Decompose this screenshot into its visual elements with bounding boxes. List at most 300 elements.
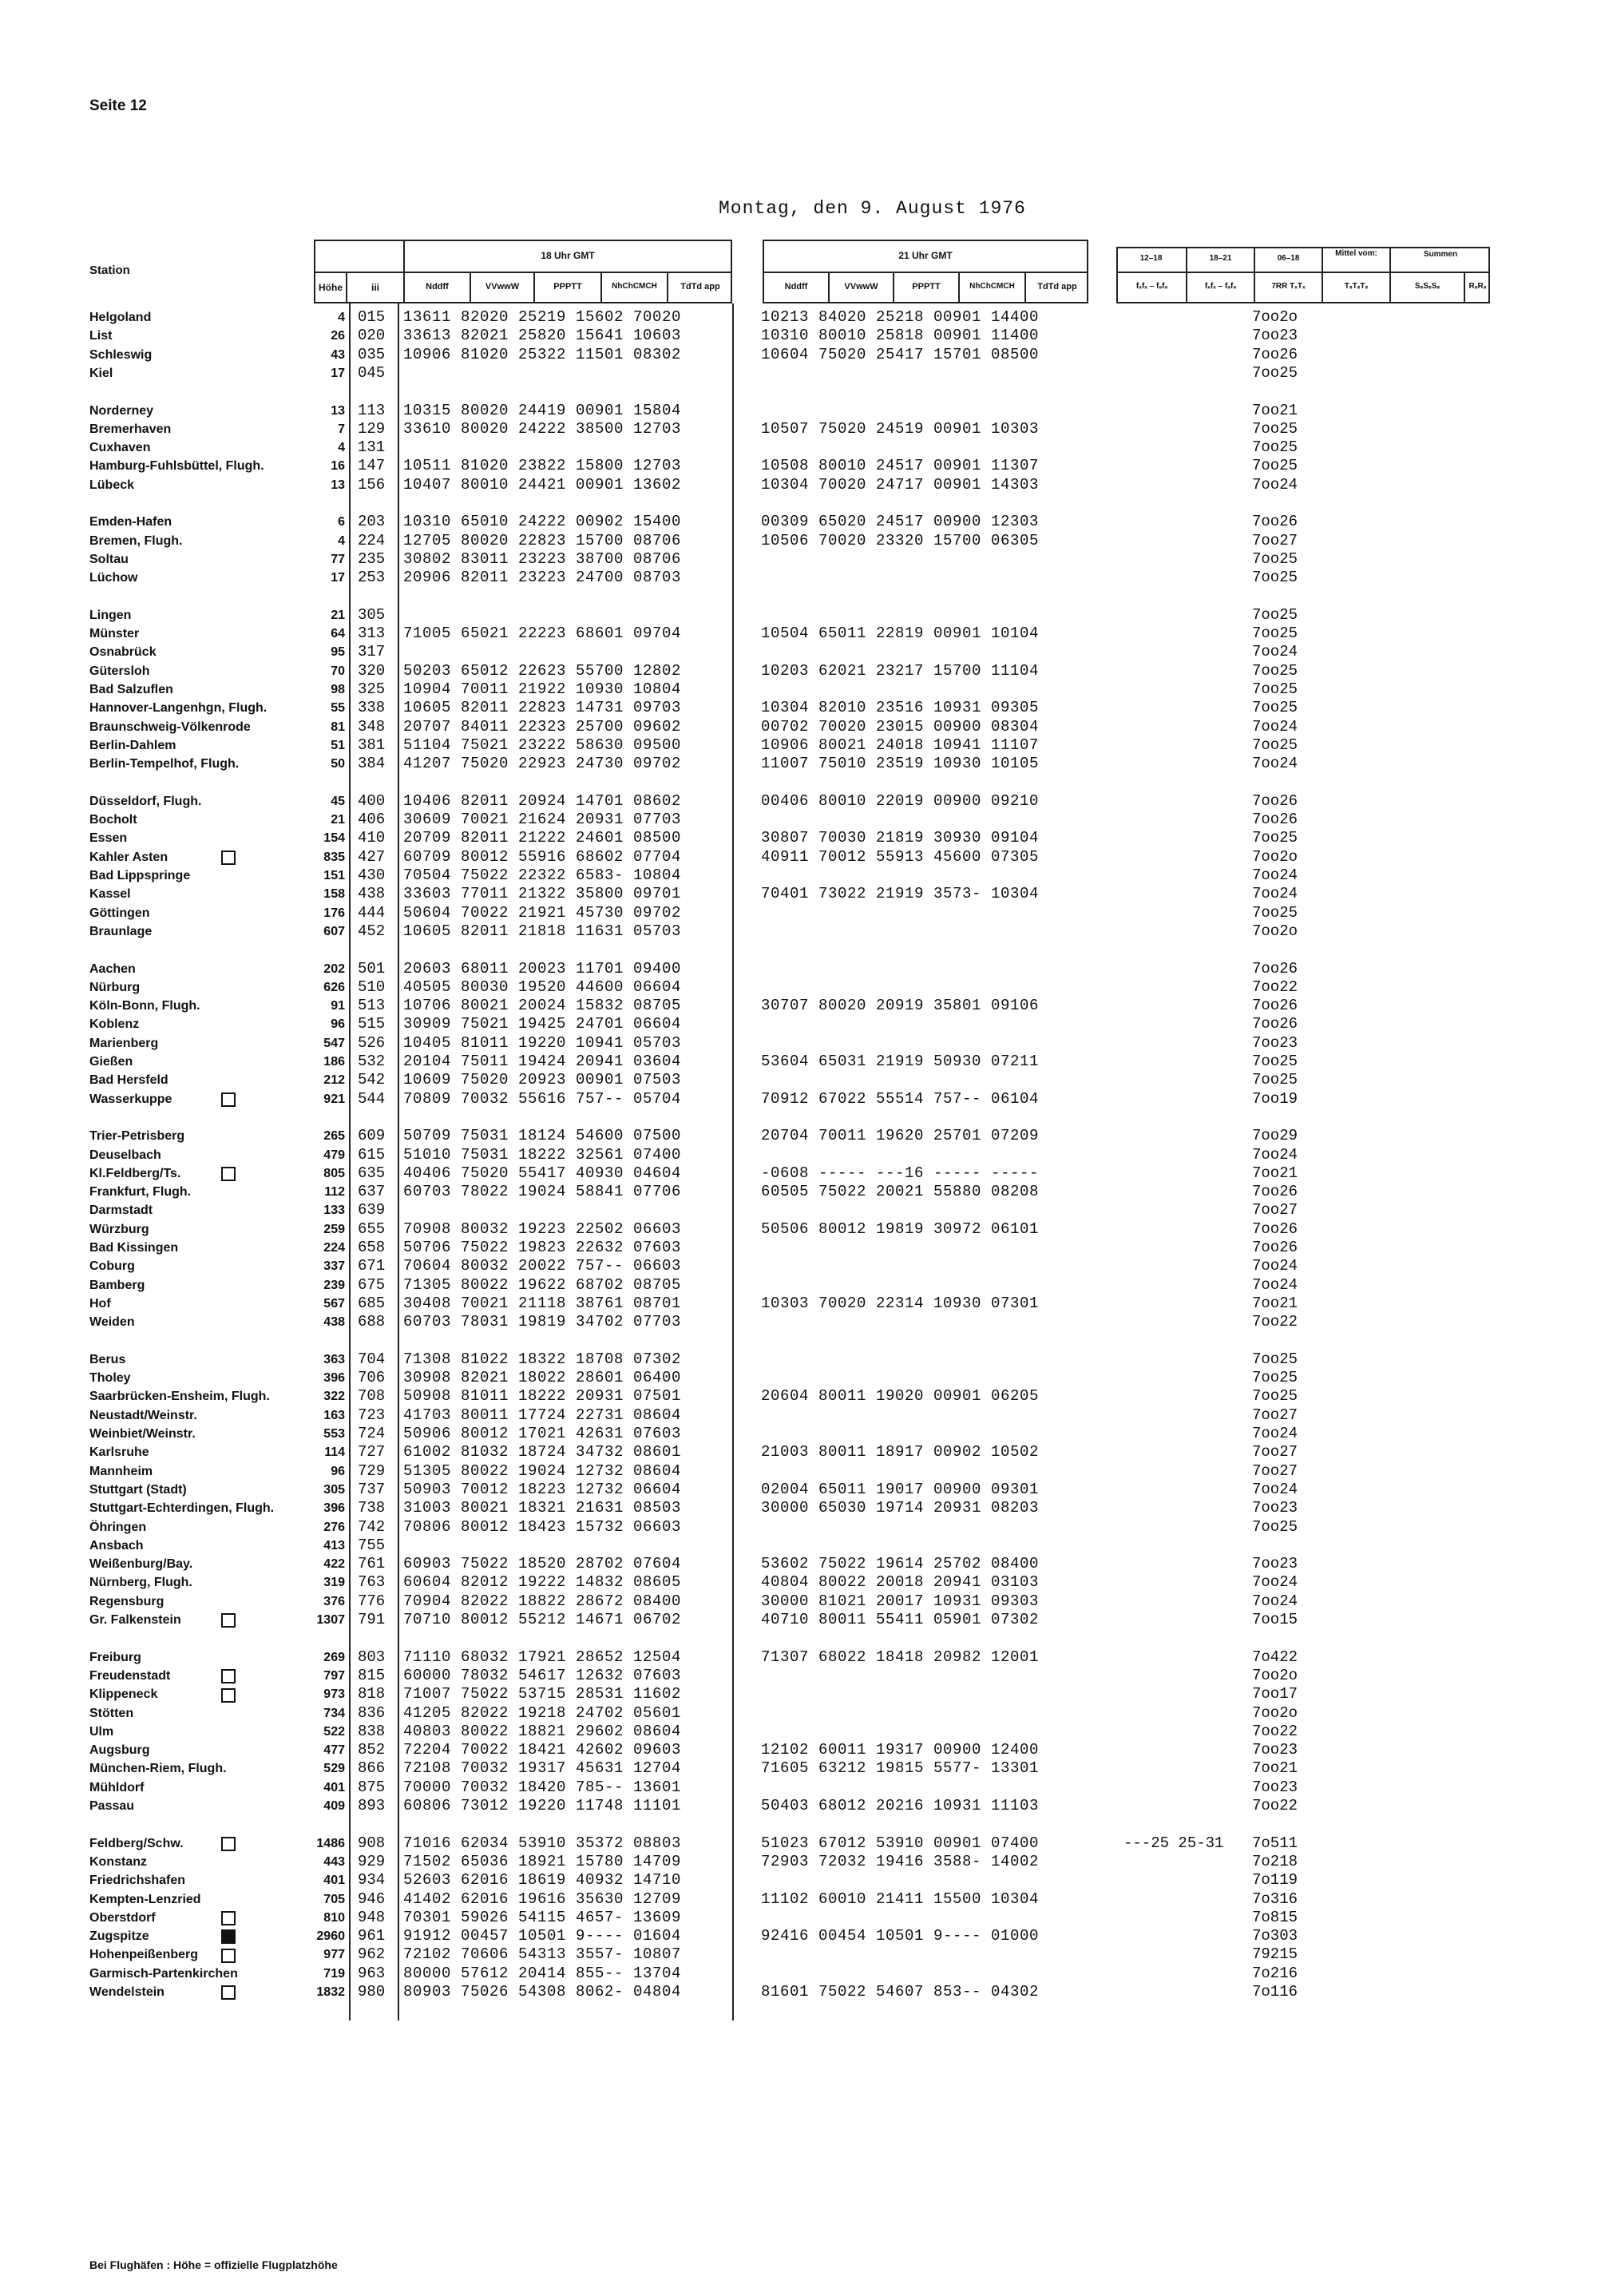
mittel-value: 7oo24 bbox=[1252, 1425, 1298, 1442]
station-name: Bamberg bbox=[89, 1278, 145, 1292]
table-row bbox=[0, 606, 1597, 625]
header-sub-0618: 7RR TₓTₓ bbox=[1271, 282, 1306, 291]
obs-18-gmt: 70908 80032 19223 22502 06603 bbox=[403, 1219, 682, 1238]
station-id: 235 bbox=[358, 549, 386, 568]
mittel-value: 7oo23 bbox=[1252, 1741, 1298, 1759]
obs-21-gmt: 10604 75020 25417 15701 08500 bbox=[761, 345, 1040, 363]
square-icon bbox=[221, 1909, 236, 1927]
station-name: Hohenpeißenberg bbox=[89, 1948, 199, 1962]
station-id: 020 bbox=[358, 327, 386, 345]
header-sub-1821: fₓfₓ – fₔfₔ bbox=[1204, 282, 1237, 291]
station-height: 413 bbox=[323, 1538, 345, 1552]
obs-18-gmt: 20603 68011 20023 11701 09400 bbox=[403, 959, 682, 977]
mittel-value: 7oo25 bbox=[1252, 736, 1298, 754]
obs-21-gmt: 10504 65011 22819 00901 10104 bbox=[761, 625, 1040, 643]
station-height: 409 bbox=[323, 1799, 345, 1813]
station-name: Coburg bbox=[89, 1259, 135, 1274]
table-row bbox=[0, 866, 1597, 885]
station-id: 729 bbox=[358, 1461, 386, 1480]
station-id: 444 bbox=[358, 903, 386, 922]
station-height: 151 bbox=[323, 869, 345, 882]
table-row bbox=[0, 1945, 1597, 1964]
station-name: Tholey bbox=[89, 1371, 131, 1386]
table-row bbox=[0, 1667, 1597, 1685]
square-icon bbox=[221, 1164, 236, 1183]
station-id: 706 bbox=[358, 1369, 386, 1387]
station-id: 147 bbox=[358, 457, 386, 475]
mittel-value: 7oo24 bbox=[1252, 885, 1298, 903]
station-id: 501 bbox=[358, 959, 386, 977]
obs-18-gmt: 70504 75022 22322 6583- 10804 bbox=[403, 866, 682, 884]
station-height: 705 bbox=[323, 1892, 345, 1906]
station-id: 338 bbox=[358, 699, 386, 717]
obs-21-gmt: 51023 67012 53910 00901 07400 bbox=[761, 1834, 1040, 1852]
obs-18-gmt: 31003 80021 18321 21631 08503 bbox=[403, 1499, 682, 1517]
station-height: 212 bbox=[323, 1073, 345, 1088]
obs-18-gmt: 71502 65036 18921 15780 14709 bbox=[403, 1852, 682, 1870]
obs-18-gmt: 10906 81020 25322 11501 08302 bbox=[403, 345, 682, 363]
mittel-value: 7oo23 bbox=[1252, 1499, 1298, 1517]
station-name: Freudenstadt bbox=[89, 1668, 171, 1683]
mittel-value: 7o511 bbox=[1252, 1834, 1298, 1852]
header-iii: iii bbox=[371, 282, 379, 293]
obs-18-gmt: 30802 83011 23223 38700 08706 bbox=[403, 549, 682, 568]
obs-18-gmt: 71016 62034 53910 35372 08803 bbox=[403, 1834, 682, 1852]
table-row bbox=[0, 1834, 1597, 1853]
obs-21-gmt: 50506 80012 19819 30972 06101 bbox=[761, 1219, 1040, 1238]
station-id: 704 bbox=[358, 1350, 386, 1368]
station-name: Lüchow bbox=[89, 571, 138, 585]
station-name: Bad Salzuflen bbox=[89, 683, 173, 696]
station-id: 946 bbox=[358, 1890, 386, 1908]
table-row bbox=[0, 1462, 1597, 1481]
table-row bbox=[0, 532, 1597, 550]
obs-18-gmt: 33603 77011 21322 35800 09701 bbox=[403, 885, 682, 903]
table-row bbox=[0, 960, 1597, 978]
station-id: 962 bbox=[358, 1945, 386, 1964]
obs-18-gmt: 40803 80022 18821 29602 08604 bbox=[403, 1722, 682, 1740]
table-row bbox=[0, 718, 1597, 736]
square-icon bbox=[221, 1945, 236, 1964]
station-id: 317 bbox=[358, 643, 386, 661]
station-id: 320 bbox=[358, 661, 386, 680]
station-name: Trier-Petrisberg bbox=[89, 1129, 185, 1144]
station-id: 893 bbox=[358, 1797, 386, 1814]
obs-21-gmt: 30807 70030 21819 30930 09104 bbox=[761, 829, 1040, 847]
station-name: Berus bbox=[89, 1352, 126, 1366]
obs-21-gmt: 11102 60010 21411 15500 10304 bbox=[761, 1890, 1040, 1908]
mittel-value: 7oo25 bbox=[1252, 1350, 1298, 1368]
station-name: Münster bbox=[89, 627, 140, 641]
station-id: 224 bbox=[358, 531, 386, 549]
station-name: Feldberg/Schw. bbox=[89, 1836, 184, 1850]
obs-18-gmt: 70904 82022 18822 28672 08400 bbox=[403, 1592, 682, 1610]
station-height: 21 bbox=[331, 608, 345, 622]
table-row bbox=[0, 1909, 1597, 1927]
station-name: Mühldorf bbox=[89, 1780, 145, 1794]
station-name: Aachen bbox=[89, 962, 136, 976]
mittel-value: 7oo24 bbox=[1252, 866, 1298, 884]
table-row bbox=[0, 513, 1597, 531]
station-name: Schleswig bbox=[89, 347, 153, 362]
station-height: 376 bbox=[323, 1594, 345, 1608]
obs-21-gmt: 21003 80011 18917 00902 10502 bbox=[761, 1443, 1040, 1461]
station-name: Kahler Asten bbox=[89, 850, 168, 864]
station-id: 532 bbox=[358, 1053, 386, 1070]
obs-18-gmt: 20104 75011 19424 20941 03604 bbox=[403, 1053, 682, 1070]
station-id: 637 bbox=[358, 1183, 386, 1201]
mittel-value: 7oo15 bbox=[1252, 1611, 1298, 1628]
station-height: 4 bbox=[338, 533, 345, 548]
station-name: Düsseldorf, Flugh. bbox=[89, 794, 202, 808]
station-id: 685 bbox=[358, 1294, 386, 1312]
table-row bbox=[0, 848, 1597, 866]
mittel-value: 7oo25 bbox=[1252, 903, 1298, 922]
obs-21-gmt: 10906 80021 24018 10941 11107 bbox=[761, 736, 1040, 754]
mittel-value: 7oo25 bbox=[1252, 438, 1298, 457]
station-id: 755 bbox=[358, 1536, 386, 1554]
station-height: 154 bbox=[323, 831, 345, 846]
station-height: 98 bbox=[331, 683, 345, 696]
station-height: 21 bbox=[331, 813, 345, 827]
mittel-value: 7o119 bbox=[1252, 1871, 1298, 1890]
mittel-value: 7o303 bbox=[1252, 1927, 1298, 1945]
station-id: 129 bbox=[358, 419, 386, 438]
station-height: 77 bbox=[331, 552, 345, 566]
station-height: 55 bbox=[331, 701, 345, 716]
station-height: 17 bbox=[331, 571, 345, 585]
mittel-value: 7oo25 bbox=[1252, 457, 1298, 475]
station-id: 427 bbox=[358, 847, 386, 866]
obs-18-gmt: 70806 80012 18423 15732 06603 bbox=[403, 1517, 682, 1536]
table-row bbox=[0, 1239, 1597, 1257]
obs-18-gmt: 70710 80012 55212 14671 06702 bbox=[403, 1611, 682, 1628]
obs-18-gmt: 50903 70012 18223 12732 06604 bbox=[403, 1480, 682, 1498]
obs-21-gmt: 53602 75022 19614 25702 08400 bbox=[761, 1555, 1040, 1573]
table-row bbox=[0, 643, 1597, 661]
obs-18-gmt: 71305 80022 19622 68702 08705 bbox=[403, 1275, 682, 1294]
station-name: Bremerhaven bbox=[89, 422, 172, 436]
station-id: 526 bbox=[358, 1033, 386, 1052]
mittel-value: 7oo26 bbox=[1252, 1183, 1298, 1201]
obs-21-gmt: 10506 70020 23320 15700 06305 bbox=[761, 531, 1040, 549]
mittel-value: 7oo23 bbox=[1252, 1033, 1298, 1052]
station-name: Hannover-Langenhgn, Flugh. bbox=[89, 701, 267, 716]
mittel-value: 7oo2o bbox=[1252, 847, 1298, 866]
obs-18-gmt: 70000 70032 18420 785-- 13601 bbox=[403, 1778, 682, 1796]
table-row bbox=[0, 1183, 1597, 1201]
station-name: Freiburg bbox=[89, 1650, 141, 1664]
station-name: Frankfurt, Flugh. bbox=[89, 1185, 192, 1200]
station-name: Emden-Hafen bbox=[89, 515, 172, 529]
obs-18-gmt: 30609 70021 21624 20931 07703 bbox=[403, 811, 682, 829]
mittel-value: 7oo24 bbox=[1252, 643, 1298, 661]
station-name: Mannheim bbox=[89, 1464, 153, 1478]
obs-18-gmt: 70809 70032 55616 757-- 05704 bbox=[403, 1089, 682, 1108]
mittel-value: 7oo26 bbox=[1252, 959, 1298, 977]
obs-18-gmt: 20906 82011 23223 24700 08703 bbox=[403, 569, 682, 587]
page-label: Seite 12 bbox=[89, 97, 147, 114]
table-row bbox=[0, 1741, 1597, 1759]
station-id: 253 bbox=[358, 569, 386, 587]
table-row bbox=[0, 1164, 1597, 1183]
station-name: Stuttgart (Stadt) bbox=[89, 1482, 187, 1497]
station-id: 875 bbox=[358, 1778, 386, 1796]
station-id: 635 bbox=[358, 1164, 386, 1182]
station-name: Berlin-Dahlem bbox=[89, 738, 176, 752]
station-name: Öhringen bbox=[89, 1520, 147, 1534]
obs-21-gmt: 10304 70020 24717 00901 14303 bbox=[761, 475, 1040, 494]
station-height: 64 bbox=[331, 627, 345, 641]
station-id: 791 bbox=[358, 1611, 386, 1628]
station-name: Braunschweig-Völkenrode bbox=[89, 720, 251, 734]
mittel-value: 7o116 bbox=[1252, 1983, 1298, 2001]
station-name: Bad Kissingen bbox=[89, 1241, 179, 1255]
station-height: 81 bbox=[331, 720, 345, 734]
station-height: 921 bbox=[323, 1092, 345, 1106]
station-height: 13 bbox=[331, 478, 345, 492]
mittel-value: 7oo25 bbox=[1252, 680, 1298, 698]
station-height: 96 bbox=[331, 1017, 345, 1032]
table-row bbox=[0, 1592, 1597, 1611]
station-id: 671 bbox=[358, 1257, 386, 1275]
station-height: 43 bbox=[331, 347, 345, 362]
obs-18-gmt: 80000 57612 20414 855-- 13704 bbox=[403, 1964, 682, 1982]
station-name: List bbox=[89, 329, 113, 343]
header-21-gmt: 21 Uhr GMT bbox=[898, 250, 953, 261]
table-row bbox=[0, 1295, 1597, 1313]
obs-18-gmt: 91912 00457 10501 9---- 01604 bbox=[403, 1927, 682, 1945]
square-icon bbox=[221, 1983, 236, 2001]
obs-18-gmt: 40505 80030 19520 44600 06604 bbox=[403, 977, 682, 996]
station-name: Darmstadt bbox=[89, 1204, 153, 1218]
table-row bbox=[0, 1983, 1597, 2001]
station-height: 477 bbox=[323, 1743, 345, 1758]
station-id: 838 bbox=[358, 1722, 386, 1740]
square-icon bbox=[221, 1667, 236, 1685]
station-id: 045 bbox=[358, 363, 386, 382]
station-name: Ansbach bbox=[89, 1538, 144, 1552]
table-row bbox=[0, 1053, 1597, 1071]
obs-18-gmt: 10310 65010 24222 00902 15400 bbox=[403, 513, 682, 531]
station-id: 510 bbox=[358, 977, 386, 996]
table-row bbox=[0, 1127, 1597, 1145]
obs-18-gmt: 50908 81011 18222 20931 07501 bbox=[403, 1387, 682, 1406]
station-id: 929 bbox=[358, 1852, 386, 1870]
station-id: 615 bbox=[358, 1145, 386, 1164]
station-id: 724 bbox=[358, 1425, 386, 1442]
mittel-value: 7oo25 bbox=[1252, 1071, 1298, 1089]
obs-21-gmt: 20604 80011 19020 00901 06205 bbox=[761, 1387, 1040, 1406]
station-height: 1486 bbox=[316, 1836, 345, 1850]
table-row bbox=[0, 625, 1597, 643]
station-height: 396 bbox=[323, 1371, 345, 1386]
table-row bbox=[0, 792, 1597, 811]
obs-18-gmt: 10706 80021 20024 15832 08705 bbox=[403, 997, 682, 1015]
header-period-1218: 12–18 bbox=[1139, 254, 1163, 263]
station-height: 276 bbox=[323, 1520, 345, 1534]
report-date: Montag, den 9. August 1976 bbox=[719, 198, 1026, 219]
station-name: Garmisch-Partenkirchen bbox=[89, 1966, 238, 1981]
obs-18-gmt: 33613 82021 25820 15641 10603 bbox=[403, 327, 682, 345]
mittel-value: 7oo24 bbox=[1252, 1480, 1298, 1498]
obs-18-gmt: 60903 75022 18520 28702 07604 bbox=[403, 1555, 682, 1573]
station-name: Karlsruhe bbox=[89, 1445, 149, 1460]
obs-18-gmt: 51305 80022 19024 12732 08604 bbox=[403, 1461, 682, 1480]
table-row bbox=[0, 811, 1597, 829]
mittel-value: 7oo25 bbox=[1252, 1053, 1298, 1070]
station-height: 1832 bbox=[316, 1985, 345, 1999]
station-name: Göttingen bbox=[89, 906, 150, 920]
station-id: 723 bbox=[358, 1406, 386, 1424]
mittel-value: 7oo25 bbox=[1252, 625, 1298, 643]
table-row bbox=[0, 1350, 1597, 1369]
table-row bbox=[0, 1276, 1597, 1295]
station-name: Koblenz bbox=[89, 1017, 140, 1032]
obs-18-gmt: 10904 70011 21922 10930 10804 bbox=[403, 680, 682, 698]
table-row bbox=[0, 1034, 1597, 1053]
table-row bbox=[0, 1406, 1597, 1425]
station-height: 401 bbox=[323, 1780, 345, 1794]
obs-18-gmt: 30909 75021 19425 24701 06604 bbox=[403, 1015, 682, 1033]
station-height: 719 bbox=[323, 1966, 345, 1981]
station-name: Wasserkuppe bbox=[89, 1092, 172, 1106]
table-row bbox=[0, 1015, 1597, 1033]
station-height: 91 bbox=[331, 999, 345, 1013]
obs-18-gmt: 50709 75031 18124 54600 07500 bbox=[403, 1127, 682, 1145]
table-row bbox=[0, 438, 1597, 457]
mittel-value: 7oo24 bbox=[1252, 1257, 1298, 1275]
table-row bbox=[0, 308, 1597, 327]
table-row bbox=[0, 1518, 1597, 1537]
obs-18-gmt: 30908 82021 18022 28601 06400 bbox=[403, 1369, 682, 1387]
obs-21-gmt: 70401 73022 21919 3573- 10304 bbox=[761, 885, 1040, 903]
table-row bbox=[0, 1146, 1597, 1164]
table-row bbox=[0, 1648, 1597, 1667]
obs-21-gmt: 60505 75022 20021 55880 08208 bbox=[761, 1183, 1040, 1201]
station-id: 836 bbox=[358, 1703, 386, 1722]
station-id: 400 bbox=[358, 791, 386, 810]
obs-21-gmt: 92416 00454 10501 9---- 01000 bbox=[761, 1927, 1040, 1945]
obs-18-gmt: 52603 62016 18619 40932 14710 bbox=[403, 1871, 682, 1890]
mittel-value: 7oo2o bbox=[1252, 922, 1298, 940]
station-height: 479 bbox=[323, 1148, 345, 1162]
table-row bbox=[0, 402, 1597, 420]
station-id: 513 bbox=[358, 997, 386, 1015]
header-rule bbox=[314, 272, 732, 273]
obs-21-gmt: 10203 62021 23217 15700 11104 bbox=[761, 661, 1040, 680]
station-name: Neustadt/Weinstr. bbox=[89, 1408, 197, 1422]
station-id: 737 bbox=[358, 1480, 386, 1498]
table-row bbox=[0, 1965, 1597, 1983]
station-height: 202 bbox=[323, 962, 345, 976]
station-name: Ulm bbox=[89, 1724, 114, 1739]
obs-21-gmt: 00406 80010 22019 00900 09210 bbox=[761, 791, 1040, 810]
station-name: Wendelstein bbox=[89, 1985, 164, 1999]
mittel-value: 7oo27 bbox=[1252, 1201, 1298, 1219]
header-18-gmt: 18 Uhr GMT bbox=[541, 250, 595, 261]
station-height: 607 bbox=[323, 924, 345, 938]
obs-21-gmt: 10507 75020 24519 00901 10303 bbox=[761, 419, 1040, 438]
mittel-value: 7oo19 bbox=[1252, 1089, 1298, 1108]
obs-18-gmt: 10605 82011 22823 14731 09703 bbox=[403, 699, 682, 717]
station-height: 305 bbox=[323, 1482, 345, 1497]
station-height: 443 bbox=[323, 1854, 345, 1869]
obs-18-gmt: 30408 70021 21118 38761 08701 bbox=[403, 1294, 682, 1312]
obs-18-gmt: 41207 75020 22923 24730 09702 bbox=[403, 755, 682, 773]
obs-21-gmt: 02004 65011 19017 00900 09301 bbox=[761, 1480, 1040, 1498]
station-height: 422 bbox=[323, 1557, 345, 1572]
station-name: Norderney bbox=[89, 403, 154, 418]
station-id: 738 bbox=[358, 1499, 386, 1517]
station-height: 797 bbox=[323, 1668, 345, 1683]
station-name: München-Riem, Flugh. bbox=[89, 1762, 227, 1776]
table-row bbox=[0, 662, 1597, 680]
table-row bbox=[0, 1257, 1597, 1275]
obs-18-gmt: 10609 75020 20923 00901 07503 bbox=[403, 1071, 682, 1089]
table-row bbox=[0, 1890, 1597, 1909]
obs-18-gmt: 60709 80012 55916 68602 07704 bbox=[403, 847, 682, 866]
station-name: Saarbrücken-Ensheim, Flugh. bbox=[89, 1390, 270, 1404]
table-row bbox=[0, 736, 1597, 755]
header-col-ppptt: PPPTT bbox=[553, 282, 582, 291]
station-name: Bremen, Flugh. bbox=[89, 533, 183, 548]
mittel-value: 7oo26 bbox=[1252, 1239, 1298, 1256]
mittel-value: 7oo17 bbox=[1252, 1685, 1298, 1703]
obs-21-gmt: 00309 65020 24517 00900 12303 bbox=[761, 513, 1040, 531]
obs-21-gmt: 81601 75022 54607 853-- 04302 bbox=[761, 1983, 1040, 2001]
station-id: 156 bbox=[358, 475, 386, 494]
station-height: 13 bbox=[331, 403, 345, 418]
station-height: 7 bbox=[338, 422, 345, 436]
header-period-1821: 18–21 bbox=[1209, 254, 1232, 263]
station-height: 973 bbox=[323, 1687, 345, 1702]
obs-18-gmt: 10406 82011 20924 14701 08602 bbox=[403, 791, 682, 810]
table-row bbox=[0, 1685, 1597, 1703]
table-row bbox=[0, 327, 1597, 345]
station-height: 567 bbox=[323, 1296, 345, 1311]
station-height: 269 bbox=[323, 1650, 345, 1664]
header-col-cloud: NhChCMCH bbox=[612, 282, 657, 291]
table-row bbox=[0, 1555, 1597, 1573]
station-id: 658 bbox=[358, 1239, 386, 1256]
mittel-value: 7oo25 bbox=[1252, 549, 1298, 568]
station-id: 963 bbox=[358, 1964, 386, 1982]
square-icon bbox=[221, 1611, 236, 1629]
mittel-value: 7oo25 bbox=[1252, 1387, 1298, 1406]
station-name: Deuselbach bbox=[89, 1148, 161, 1162]
header-col-nddff-21: Nddff bbox=[784, 282, 808, 291]
table-row bbox=[0, 1927, 1597, 1945]
obs-18-gmt: 60703 78022 19024 58841 07706 bbox=[403, 1183, 682, 1201]
station-height: 50 bbox=[331, 757, 345, 771]
station-height: 186 bbox=[323, 1055, 345, 1069]
mittel-value: 7oo21 bbox=[1252, 401, 1298, 419]
station-name: Weiden bbox=[89, 1315, 135, 1330]
station-height: 96 bbox=[331, 1464, 345, 1478]
table-row bbox=[0, 699, 1597, 717]
obs-18-gmt: 60703 78031 19819 34702 07703 bbox=[403, 1313, 682, 1331]
station-id: 776 bbox=[358, 1592, 386, 1610]
station-height: 239 bbox=[323, 1278, 345, 1292]
station-name: Marienberg bbox=[89, 1036, 159, 1050]
station-id: 742 bbox=[358, 1517, 386, 1536]
obs-18-gmt: 70301 59026 54115 4657- 13609 bbox=[403, 1908, 682, 1926]
mittel-value: 7oo27 bbox=[1252, 531, 1298, 549]
table-row bbox=[0, 346, 1597, 364]
station-id: 815 bbox=[358, 1666, 386, 1684]
station-id: 430 bbox=[358, 866, 386, 884]
